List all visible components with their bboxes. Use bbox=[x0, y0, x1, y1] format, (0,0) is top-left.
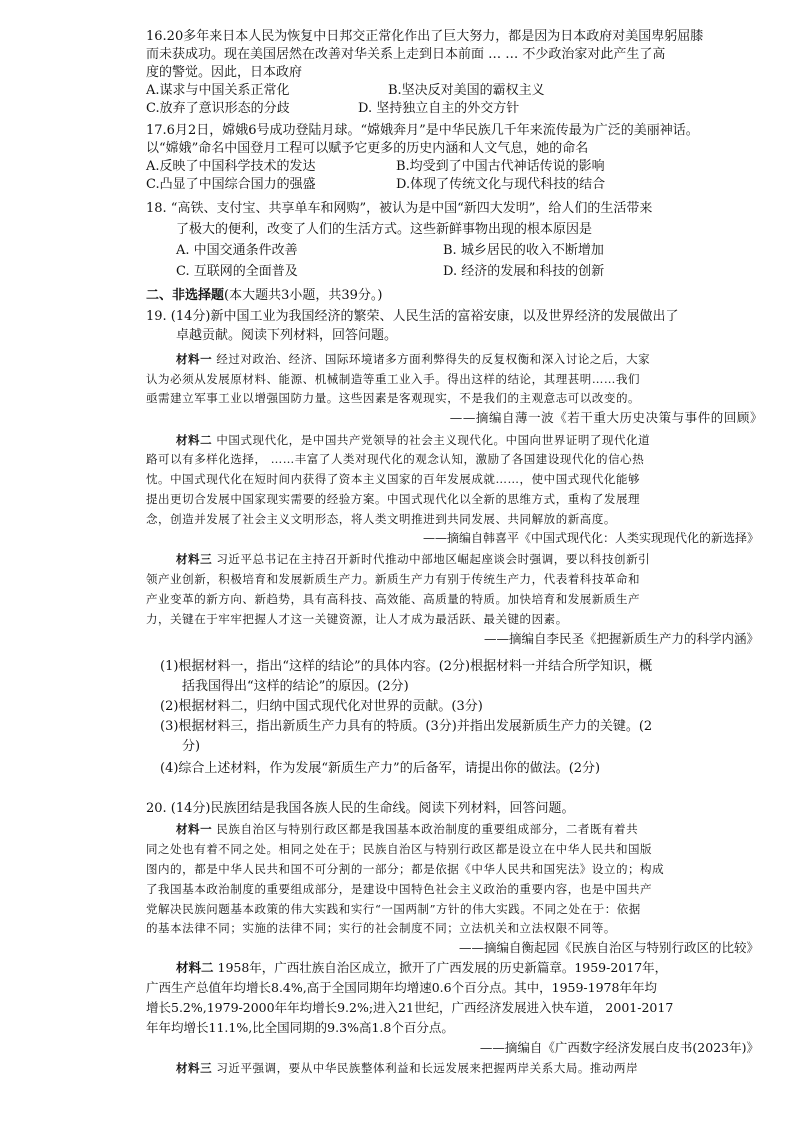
q19-material3-text1: 习近平总书记在主持召开新时代推动中部地区崛起座谈会时强调，要以科技创新引 bbox=[216, 552, 651, 566]
q20-material2-line1 bbox=[176, 959, 667, 977]
q19-subquestion4: (4)综合上述材料，作为发展“新质生产力”的后备军，请提出你的做法。(2分) bbox=[160, 761, 601, 776]
q19-material3-line4: 力，关键在于牢牢把握人才这一关键资源，让人才成为最活跃、最关键的因素。 bbox=[146, 612, 568, 626]
q19-subquestion3-line2: 分) bbox=[182, 739, 201, 754]
q18-stem-line2: 了极大的便利，改变了人们的生活方式。这些新鲜事物出现的根本原因是 bbox=[176, 222, 593, 237]
q20-material1-line1 bbox=[176, 820, 638, 838]
q20-material1-source: ——摘编自衡起园《民族自治区与特别行政区的比较》 bbox=[458, 940, 759, 955]
q16-stem-line3: 度的警觉。因此，日本政府 bbox=[146, 65, 303, 80]
q19-material3-line1 bbox=[176, 550, 650, 568]
q20-material1-label: 材料一 bbox=[176, 822, 213, 836]
q20-material3-label: 材料三 bbox=[176, 1061, 213, 1075]
section2-heading: 二、非选择题 bbox=[146, 288, 225, 303]
q19-material2-line1 bbox=[176, 431, 650, 449]
q20-material1-line6: 的基本法律不同；实施的法律不同；实行的社会制度不同；立法机关和立法权限不同等。 bbox=[146, 921, 616, 935]
q20-material1-line3: 图内的，都是中华人民共和国不可分割的一部分；都是依据《中华人民共和国宪法》设立的；构成 bbox=[146, 862, 665, 876]
q19-subquestion1-line2: 括我国得出“这样的结论”的原因。(2分) bbox=[182, 679, 409, 694]
q20-material3-text1: 习近平强调，要从中华民族整体利益和长远发展来把握两岸关系大局。推动两岸 bbox=[216, 1061, 639, 1075]
q20-material1-text1: 民族自治区与特别行政区都是我国基本政治制度的重要组成部分，二者既有着共 bbox=[216, 822, 639, 836]
q19-material3-line2: 领产业创新，积极培育和发展新质生产力。新质生产力有别于传统生产力，代表着科技革命和 bbox=[146, 572, 641, 586]
q19-material3-line3: 产业变革的新方向、新趋势，具有高科技、高效能、高质量的特质。加快培育和发展新质生产 bbox=[146, 592, 641, 606]
q19-material2-line2: 路可以有多样化选择， ……丰富了人类对现代化的观念认知，激励了各国建设现代化的信心热 bbox=[146, 452, 645, 466]
q16-stem-line2: 而未获成功。现在美国居然在改善对华关系上走到日本前面 … … 不少政治家对此产生了高 bbox=[146, 47, 666, 62]
q19-material2-line5: 念，创造并发展了社会主义文明形态，将人类文明推进到共同发展、共同解放的新高度。 bbox=[146, 512, 616, 526]
q19-material1-line3: 亟需建立军事工业以增强国防力量。这些因素是客观现实，不是我们的主观意志可以改变的。 bbox=[146, 391, 641, 405]
q18-option-c: C. 互联网的全面普及 bbox=[176, 264, 298, 279]
q20-material1-line5: 党解决民族问题基本政策的伟大实践和实行“一国两制”方针的伟大实践。不同之处在于：依据 bbox=[146, 902, 641, 916]
q19-material2-line3: 忱。中国式现代化在短时间内获得了资本主义国家的百年发展成就……，使中国式现代化能够 bbox=[146, 472, 641, 486]
q19-subquestion2: (2)根据材料二，归纳中国式现代化对世界的贡献。(3分) bbox=[160, 699, 483, 714]
q18-option-b: B. 城乡居民的收入不断增加 bbox=[443, 243, 604, 258]
q19-stem-line2: 卓越贡献。阅读下列材料，回答问题。 bbox=[176, 328, 398, 343]
q16-option-d: D. 坚持独立自主的外交方针 bbox=[358, 101, 520, 116]
q19-material2-label: 材料二 bbox=[176, 433, 213, 447]
q17-stem-line1: 17.6月2日，嫦娥6号成功登陆月球。“嫦娥奔月”是中华民族几千年来流传最为广泛的美丽神话。 bbox=[146, 123, 699, 138]
q20-material2-source: ——摘编自《广西数字经济发展白皮书(2023年)》 bbox=[479, 1040, 759, 1055]
q19-material1-line1 bbox=[176, 350, 650, 368]
section2-note: (本大题共3小题，共39分。) bbox=[224, 288, 383, 303]
q17-option-a: A.反映了中国科学技术的发达 bbox=[146, 159, 316, 174]
q20-material2-line2: 广西生产总值年均增长8.4%,高于全国同期年均增速0.6个百分点。其中，1959-1978年年均 bbox=[146, 980, 657, 995]
q18-option-d: D. 经济的发展和科技的创新 bbox=[443, 264, 605, 279]
q16-option-b: B.坚决反对美国的霸权主义 bbox=[388, 83, 545, 98]
q18-option-a: A. 中国交通条件改善 bbox=[176, 243, 298, 258]
q19-material3-source: ——摘编自李民圣《把握新质生产力的科学内涵》 bbox=[483, 631, 759, 646]
q16-stem-line1: 16.20多年来日本人民为恢复中日邦交正常化作出了巨大努力，都是因为日本政府对美国卑躬屈膝 bbox=[146, 29, 704, 44]
q19-material2-text1: 中国式现代化，是中国共产党领导的社会主义现代化。中国向世界证明了现代化道 bbox=[216, 433, 651, 447]
q19-material1-text1: 经过对政治、经济、国际环境诸多方面利弊得失的反复权衡和深入讨论之后，大家 bbox=[216, 352, 651, 366]
q19-subquestion1-line1: (1)根据材料一，指出“这样的结论”的具体内容。(2分)根据材料一并结合所学知识，概 bbox=[160, 659, 653, 674]
q19-material2-line4: 提出更切合发展中国家现实需要的经验方案。中国式现代化以全新的思维方式，重构了发展理 bbox=[146, 492, 641, 506]
section2-heading-line bbox=[146, 287, 382, 305]
q18-stem-line1: 18. “高铁、支付宝、共享单车和网购”，被认为是中国“新四大发明”，给人们的生活带来 bbox=[146, 201, 653, 216]
q20-material2-label: 材料二 bbox=[176, 960, 214, 975]
q17-option-c: C.凸显了中国综合国力的强盛 bbox=[146, 177, 316, 192]
q16-option-c: C.放弃了意识形态的分歧 bbox=[146, 101, 290, 116]
q20-material3-line1 bbox=[176, 1059, 638, 1077]
q19-material1-source: ——摘编自薄一波《若干重大历史决策与事件的回顾》 bbox=[449, 410, 763, 425]
q20-stem-line1: 20. (14分)民族团结是我国各族人民的生命线。阅读下列材料，回答问题。 bbox=[146, 801, 575, 816]
q17-stem-line2: 以“嫦娥”命名中国登月工程可以赋予它更多的历史内涵和人文气息，她的命名 bbox=[146, 141, 589, 156]
q20-material2-line4: 年年均增长11.1%,比全国同期的9.3%高1.8个百分点。 bbox=[146, 1020, 454, 1035]
q19-material1-label: 材料一 bbox=[176, 352, 213, 366]
q19-material2-source: ——摘编自韩喜平《中国式现代化：人类实现现代化的新选择》 bbox=[422, 531, 759, 545]
q17-option-b: B.均受到了中国古代神话传说的影响 bbox=[396, 159, 605, 174]
q20-material2-text1: 1958年，广西壮族自治区成立，掀开了广西发展的历史新篇章。1959-2017年， bbox=[217, 960, 668, 975]
q20-material1-line2: 同之处也有着不同之处。相同之处在于；民族自治区与特别行政区都是设立在中华人民共和国版 bbox=[146, 842, 653, 856]
q20-material1-line4: 了我国基本政治制度的重要组成部分，是建设中国特色社会主义政治的重要内容，也是中国共产 bbox=[146, 882, 653, 896]
q19-material3-label: 材料三 bbox=[176, 552, 213, 566]
q17-option-d: D.体现了传统文化与现代科技的结合 bbox=[396, 177, 606, 192]
q20-material2-line3: 增长5.2%,1979-2000年年均增长9.2%;进入21世纪，广西经济发展进入快车道， 2001-2017 bbox=[146, 1000, 674, 1015]
q19-stem-line1: 19. (14分)新中国工业为我国经济的繁荣、人民生活的富裕安康，以及世界经济的发展做出了 bbox=[146, 309, 679, 324]
q19-subquestion3-line1: (3)根据材料三，指出新质生产力具有的特质。(3分)并指出发展新质生产力的关键。(2 bbox=[160, 719, 653, 734]
q16-option-a: A.谋求与中国关系正常化 bbox=[146, 83, 290, 98]
q19-material1-line2: 认为必须从发展原材料、能源、机械制造等重工业入手。得出这样的结论，其理甚明……我们 bbox=[146, 372, 641, 386]
